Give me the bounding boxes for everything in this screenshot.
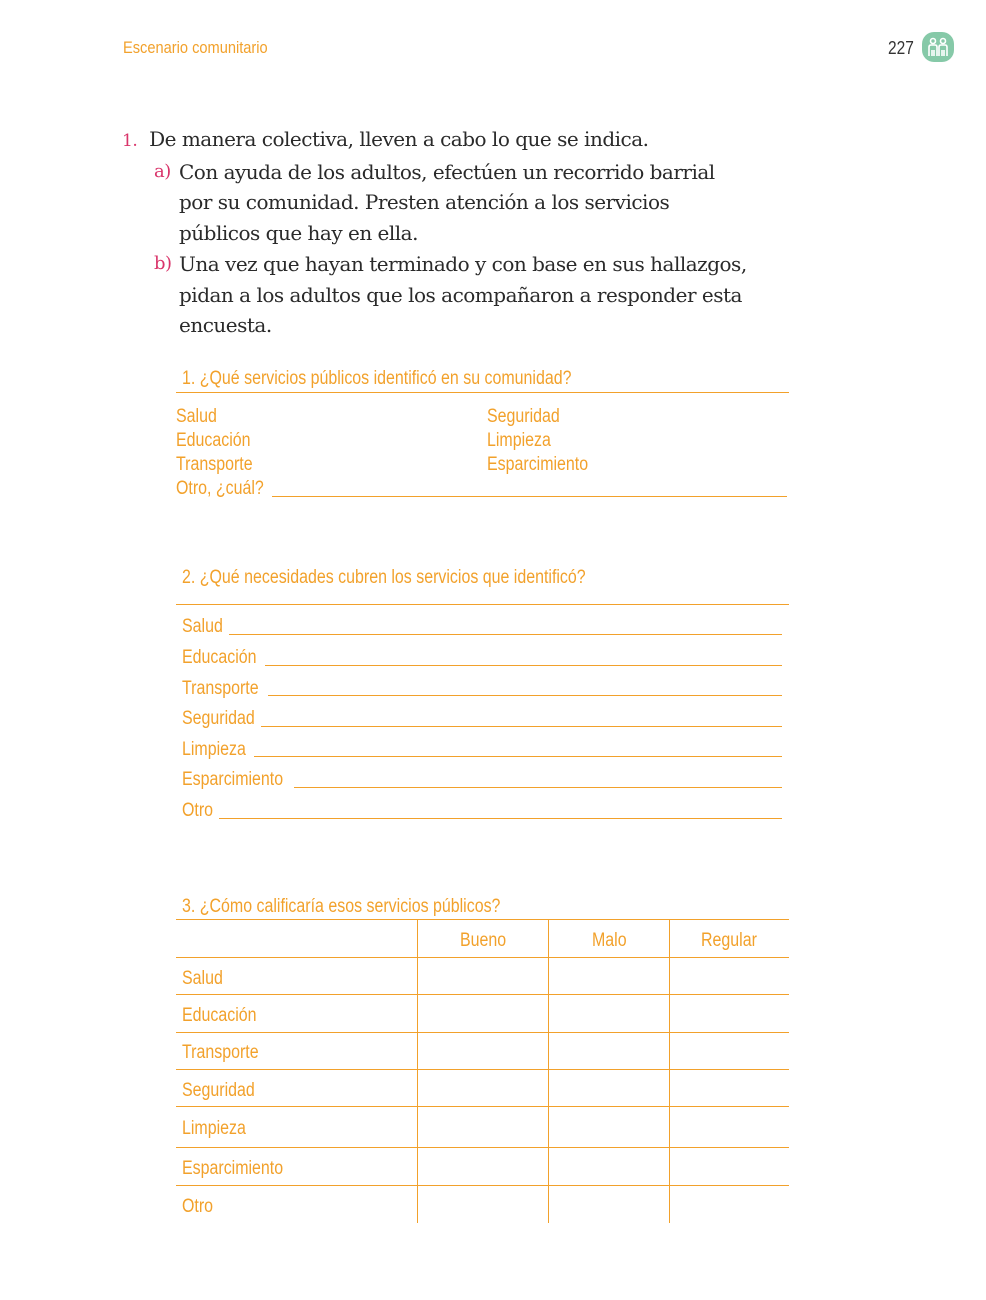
item-a-marker: a): [154, 160, 171, 182]
q3-row-label: Esparcimiento: [182, 1158, 284, 1179]
q3-column-header: Malo: [592, 930, 627, 951]
q3-column-header: Regular: [701, 930, 757, 951]
q3-row-label: Otro: [182, 1196, 214, 1217]
q3-row-label: Salud: [182, 968, 223, 989]
q3-row-label: Educación: [182, 1005, 257, 1026]
item-b-marker: b): [154, 252, 172, 274]
q2-answer-line[interactable]: [229, 634, 782, 635]
q3-column-divider: [417, 920, 418, 1223]
q1-title: 1. ¿Qué servicios públicos identificó en su comunidad?: [182, 368, 572, 389]
q2-row-label: Limpieza: [182, 739, 246, 760]
q2-divider: [176, 604, 789, 605]
q1-option[interactable]: Seguridad: [487, 406, 560, 427]
instruction-b-line: pidan a los adultos que los acompañaron a responder esta: [179, 282, 742, 307]
section-title: Escenario comunitario: [123, 38, 268, 57]
instruction-b: [122, 249, 747, 280]
q1-option[interactable]: Esparcimiento: [487, 454, 589, 475]
q3-column-divider: [669, 920, 670, 1223]
q3-row-rule: [176, 994, 789, 995]
q3-row-rule: [176, 957, 789, 958]
q3-column-divider: [548, 920, 549, 1223]
q3-row-rule: [176, 1032, 789, 1033]
page-number: 227: [888, 38, 914, 58]
instruction-a-line: Con ayuda de los adultos, efectúen un recorrido barrial: [179, 159, 715, 184]
lead-text: De manera colectiva, lleven a cabo lo que se indica.: [149, 127, 649, 151]
instruction-lead: [122, 124, 722, 157]
q3-row-rule: [176, 1106, 789, 1107]
q1-option[interactable]: Salud: [176, 406, 217, 427]
q2-answer-line[interactable]: [261, 726, 782, 727]
q2-answer-line[interactable]: [294, 787, 782, 788]
q2-answer-line[interactable]: [265, 665, 782, 666]
q3-row-label: Limpieza: [182, 1118, 246, 1139]
q2-row-label: Transporte: [182, 678, 259, 699]
q3-row-rule: [176, 1185, 789, 1186]
q1-option[interactable]: Limpieza: [487, 430, 551, 451]
q2-answer-line[interactable]: [254, 756, 782, 757]
q2-title: 2. ¿Qué necesidades cubren los servicios que identificó?: [182, 567, 586, 588]
q2-row-label: Esparcimiento: [182, 769, 284, 790]
q1-other-answer-line[interactable]: [272, 496, 787, 497]
q1-option[interactable]: Transporte: [176, 454, 253, 475]
q3-row-rule: [176, 1069, 789, 1070]
q2-row-label: Educación: [182, 647, 257, 668]
item-number: 1.: [122, 131, 138, 151]
q3-row-label: Seguridad: [182, 1080, 255, 1101]
q3-title: 3. ¿Cómo calificaría esos servicios públicos?: [182, 896, 501, 917]
instruction-a-line: por su comunidad. Presten atención a los servicios: [179, 190, 670, 215]
community-people-icon: [922, 32, 954, 62]
q2-row-label: Seguridad: [182, 708, 255, 729]
q2-row-label: Otro: [182, 800, 214, 821]
q3-row-label: Transporte: [182, 1042, 259, 1063]
instruction-a-line: públicos que hay en ella.: [179, 221, 418, 246]
q3-column-header: Bueno: [460, 930, 507, 951]
q1-option[interactable]: Educación: [176, 430, 251, 451]
instruction-a: [122, 157, 722, 188]
q1-divider: [176, 392, 789, 393]
q3-row-rule: [176, 1147, 789, 1148]
q1-other-label: Otro, ¿cuál?: [176, 478, 264, 499]
instructions: [122, 124, 747, 341]
q2-row-label: Salud: [182, 616, 223, 637]
instruction-b-line: encuesta.: [179, 313, 272, 338]
q2-answer-line[interactable]: [219, 818, 782, 819]
q2-answer-line[interactable]: [268, 695, 782, 696]
q3-top-rule: [176, 919, 789, 920]
instruction-b-line: Una vez que hayan terminado y con base en sus hallazgos,: [179, 251, 747, 276]
